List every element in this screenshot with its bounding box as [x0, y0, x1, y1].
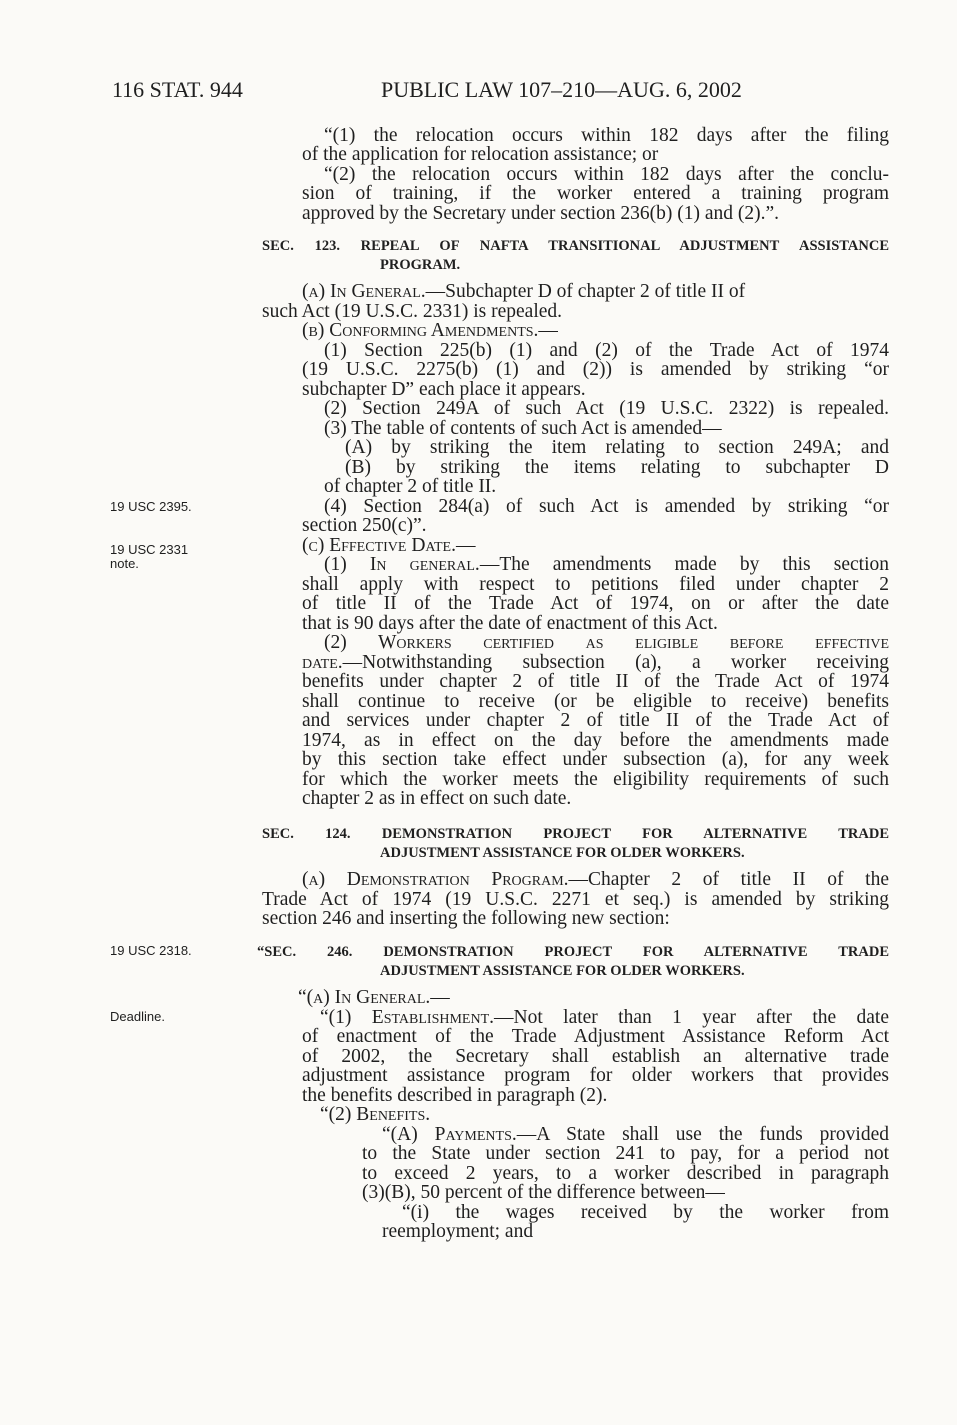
text-line: adjustment assistance program for older workers that provides [302, 1065, 889, 1086]
text-line: approved by the Secretary under section 236(b) (1) and (2).”. [302, 203, 780, 224]
text-line: (4) Section 284(a) of such Act is amended by striking “or [324, 496, 889, 517]
text-line: reemployment; and [382, 1221, 534, 1242]
section-123-heading: SEC. 123. REPEAL OF NAFTA TRANSITIONAL ADJUSTMENT ASSISTANCE [262, 238, 889, 254]
text-line: (3)(B), 50 percent of the difference between— [362, 1182, 725, 1203]
text-line: of enactment of the Trade Adjustment Assistance Reform Act [302, 1026, 889, 1047]
text-line: to the State under section 241 to pay, for a period not [362, 1143, 889, 1164]
text-line: subchapter D” each place it appears. [302, 379, 586, 400]
section-124-heading: SEC. 124. DEMONSTRATION PROJECT FOR ALTERNATIVE TRADE [262, 826, 889, 842]
text-line: chapter 2 as in effect on such date. [302, 788, 572, 809]
text-line: (1) In general.—The amendments made by this section [324, 554, 889, 575]
text-line: (A) by striking the item relating to section 249A; and [345, 437, 889, 458]
margin-note-19-usc-2395: 19 USC 2395. [110, 499, 192, 514]
margin-note-note: note. [110, 556, 139, 571]
text-line: shall apply with respect to petitions filed under chapter 2 [302, 574, 889, 595]
text-line: section 246 and inserting the following new section: [262, 908, 670, 929]
subsection-c-heading: (c) Effective Date.— [302, 535, 476, 556]
text-line: (19 U.S.C. 2275(b) (1) and (2)) is amended by striking “or [302, 359, 889, 380]
text-line: (B) by striking the items relating to subchapter D [345, 457, 889, 478]
text-line: the benefits described in paragraph (2). [302, 1085, 608, 1106]
text-line: (1) Section 225(b) (1) and (2) of the Trade Act of 1974 [324, 340, 889, 361]
text-line: benefits under chapter 2 of title II of the Trade Act of 1974 [302, 671, 889, 692]
text-line: (2) Workers certified as eligible before effective [324, 632, 889, 653]
text-line: that is 90 days after the date of enactment of this Act. [302, 613, 718, 634]
text-line: by this section take effect under subsection (a), for any week [302, 749, 889, 770]
text-line: “(A) Payments.—A State shall use the funds provided [382, 1124, 889, 1145]
margin-note-deadline: Deadline. [110, 1009, 165, 1024]
text-line: such Act (19 U.S.C. 2331) is repealed. [262, 301, 563, 322]
text-line: “(1) the relocation occurs within 182 days after the filing [324, 125, 889, 146]
text-line: “(1) Establishment.—Not later than 1 year after the date [320, 1007, 890, 1028]
text-line: “(2) the relocation occurs within 182 days after the conclu- [324, 164, 889, 185]
text-line: Trade Act of 1974 (19 U.S.C. 2271 et seq.) is amended by striking [262, 889, 889, 910]
text-line: of 2002, the Secretary shall establish an alternative trade [302, 1046, 889, 1067]
text-line: section 250(c)”. [302, 515, 427, 536]
text-line: (a) Demonstration Program.—Chapter 2 of title II of the [302, 869, 889, 890]
text-line: shall continue to receive (or be eligible to receive) benefits [302, 691, 889, 712]
text-line: to exceed 2 years, to a worker described in paragraph [362, 1163, 889, 1184]
text-line: 1974, as in effect on the day before the amendments made [302, 730, 889, 751]
text-line: of chapter 2 of title II. [324, 476, 497, 497]
text-line: and services under chapter 2 of title II of the Trade Act of [302, 710, 889, 731]
text-line: (3) The table of contents of such Act is amended— [324, 418, 722, 439]
margin-note-19-usc-2331: 19 USC 2331 [110, 542, 189, 557]
running-title-header: PUBLIC LAW 107–210—AUG. 6, 2002 [381, 77, 742, 102]
section-246-heading-cont: ADJUSTMENT ASSISTANCE FOR OLDER WORKERS. [380, 963, 745, 979]
section-246-heading: “SEC. 246. DEMONSTRATION PROJECT FOR ALTERNATIVE TRADE [257, 944, 889, 960]
page-number-header: 116 STAT. 944 [112, 77, 243, 102]
text-line: of the application for relocation assistance; or [302, 144, 659, 165]
subsection-a-heading: (a) In General.—Subchapter D of chapter 2 of title II of [302, 281, 746, 302]
text-line: of title II of the Trade Act of 1974, on or after the date [302, 593, 889, 614]
text-line: sion of training, if the worker entered a training program [302, 183, 889, 204]
text-line: for which the worker meets the eligibility requirements of such [302, 769, 889, 790]
text-line: “(2) Benefits. [320, 1104, 431, 1125]
section-123-heading-cont: PROGRAM. [380, 257, 461, 273]
text-line: (2) Section 249A of such Act (19 U.S.C. 2322) is repealed. [324, 398, 889, 419]
text-line: date.—Notwithstanding subsection (a), a worker receiving [302, 652, 889, 673]
text-line: “(i) the wages received by the worker from [402, 1202, 889, 1223]
text-line: “(a) In General.— [298, 987, 450, 1008]
section-124-heading-cont: ADJUSTMENT ASSISTANCE FOR OLDER WORKERS. [380, 845, 745, 861]
margin-note-19-usc-2318: 19 USC 2318. [110, 943, 192, 958]
subsection-b-heading: (b) Conforming Amendments.— [302, 320, 558, 341]
